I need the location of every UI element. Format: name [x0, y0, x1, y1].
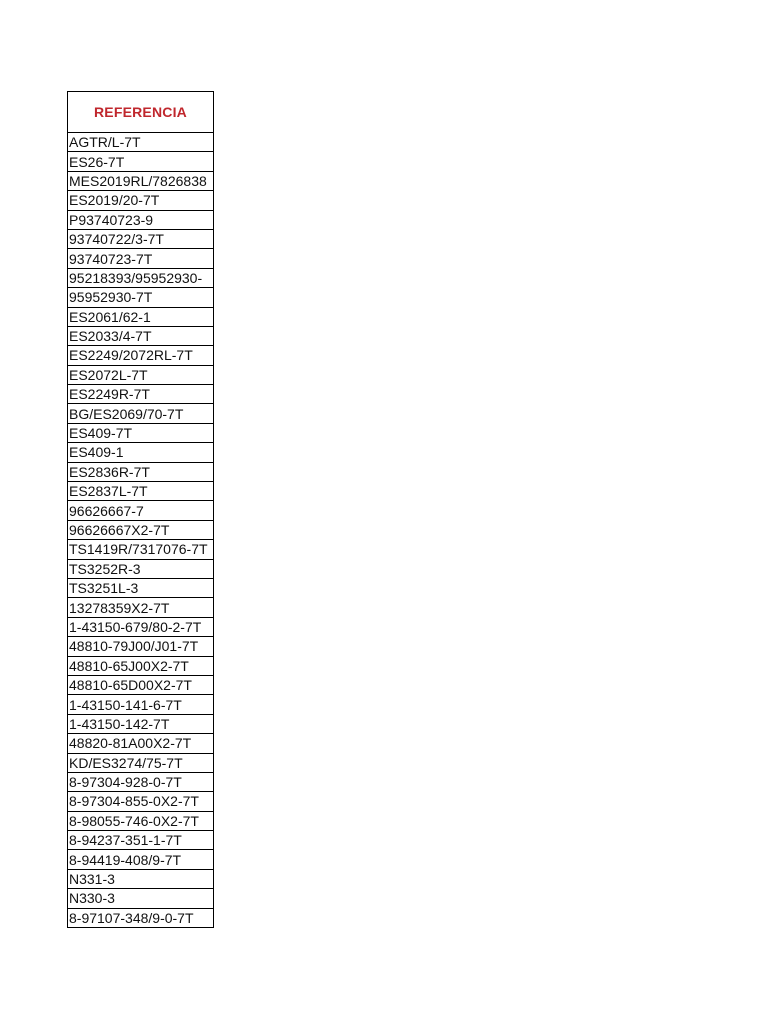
- reference-cell: ES409-7T: [68, 423, 214, 442]
- reference-cell: 48810-65D00X2-7T: [68, 675, 214, 694]
- reference-cell: TS3252R-3: [68, 559, 214, 578]
- table-row: [68, 675, 214, 694]
- table-row: [68, 462, 214, 481]
- table-row: [68, 656, 214, 675]
- table-body: [68, 133, 214, 928]
- table-row: [68, 229, 214, 248]
- reference-cell: ES26-7T: [68, 152, 214, 171]
- table-row: [68, 346, 214, 365]
- table-row: [68, 695, 214, 714]
- table-row: [68, 598, 214, 617]
- reference-cell: 96626667X2-7T: [68, 520, 214, 539]
- reference-cell: 8-97304-928-0-7T: [68, 772, 214, 791]
- table-row: [68, 850, 214, 869]
- column-header-referencia: REFERENCIA: [68, 92, 214, 133]
- reference-cell: N330-3: [68, 889, 214, 908]
- table-row: [68, 210, 214, 229]
- table-row: [68, 831, 214, 850]
- reference-cell: 95218393/95952930-: [68, 268, 214, 287]
- table-row: [68, 385, 214, 404]
- table-row: [68, 249, 214, 268]
- reference-cell: 8-97107-348/9-0-7T: [68, 908, 214, 927]
- reference-cell: MES2019RL/7826838: [68, 171, 214, 190]
- reference-cell: 1-43150-142-7T: [68, 714, 214, 733]
- reference-cell: BG/ES2069/70-7T: [68, 404, 214, 423]
- table-row: [68, 772, 214, 791]
- reference-cell: 96626667-7: [68, 501, 214, 520]
- reference-cell: ES2249/2072RL-7T: [68, 346, 214, 365]
- table-row: [68, 578, 214, 597]
- table-row: [68, 811, 214, 830]
- reference-cell: ES2249R-7T: [68, 385, 214, 404]
- reference-cell: 93740722/3-7T: [68, 229, 214, 248]
- table-row: [68, 792, 214, 811]
- reference-cell: KD/ES3274/75-7T: [68, 753, 214, 772]
- table-row: [68, 365, 214, 384]
- table-row: [68, 501, 214, 520]
- table-row: [68, 520, 214, 539]
- reference-cell: TS3251L-3: [68, 578, 214, 597]
- reference-cell: 48810-65J00X2-7T: [68, 656, 214, 675]
- reference-table: [67, 91, 214, 928]
- reference-cell: 8-98055-746-0X2-7T: [68, 811, 214, 830]
- reference-cell: ES2837L-7T: [68, 482, 214, 501]
- table-row: [68, 889, 214, 908]
- reference-cell: 8-94419-408/9-7T: [68, 850, 214, 869]
- table-row: [68, 617, 214, 636]
- reference-cell: ES2019/20-7T: [68, 191, 214, 210]
- table-row: [68, 307, 214, 326]
- reference-cell: ES2061/62-1: [68, 307, 214, 326]
- reference-cell: TS1419R/7317076-7T: [68, 540, 214, 559]
- table-row: [68, 191, 214, 210]
- table-row: [68, 540, 214, 559]
- table-row: [68, 171, 214, 190]
- table-header-row: [68, 92, 214, 133]
- reference-cell: 48810-79J00/J01-7T: [68, 637, 214, 656]
- reference-cell: P93740723-9: [68, 210, 214, 229]
- reference-cell: 95952930-7T: [68, 288, 214, 307]
- table-row: [68, 326, 214, 345]
- reference-cell: 1-43150-141-6-7T: [68, 695, 214, 714]
- table-row: [68, 908, 214, 927]
- reference-cell: ES2072L-7T: [68, 365, 214, 384]
- reference-cell: 8-94237-351-1-7T: [68, 831, 214, 850]
- reference-cell: 8-97304-855-0X2-7T: [68, 792, 214, 811]
- table-row: [68, 753, 214, 772]
- table-row: [68, 482, 214, 501]
- table-row: [68, 559, 214, 578]
- table-row: [68, 714, 214, 733]
- reference-cell: 13278359X2-7T: [68, 598, 214, 617]
- reference-cell: AGTR/L-7T: [68, 133, 214, 152]
- table-row: [68, 869, 214, 888]
- table-row: [68, 423, 214, 442]
- table-row: [68, 268, 214, 287]
- reference-cell: 48820-81A00X2-7T: [68, 734, 214, 753]
- reference-cell: 93740723-7T: [68, 249, 214, 268]
- table-row: [68, 288, 214, 307]
- reference-cell: ES2033/4-7T: [68, 326, 214, 345]
- reference-cell: ES2836R-7T: [68, 462, 214, 481]
- reference-cell: N331-3: [68, 869, 214, 888]
- table-row: [68, 152, 214, 171]
- table-row: [68, 133, 214, 152]
- table-row: [68, 734, 214, 753]
- table-row: [68, 637, 214, 656]
- reference-cell: 1-43150-679/80-2-7T: [68, 617, 214, 636]
- table-row: [68, 404, 214, 423]
- table-row: [68, 443, 214, 462]
- reference-cell: ES409-1: [68, 443, 214, 462]
